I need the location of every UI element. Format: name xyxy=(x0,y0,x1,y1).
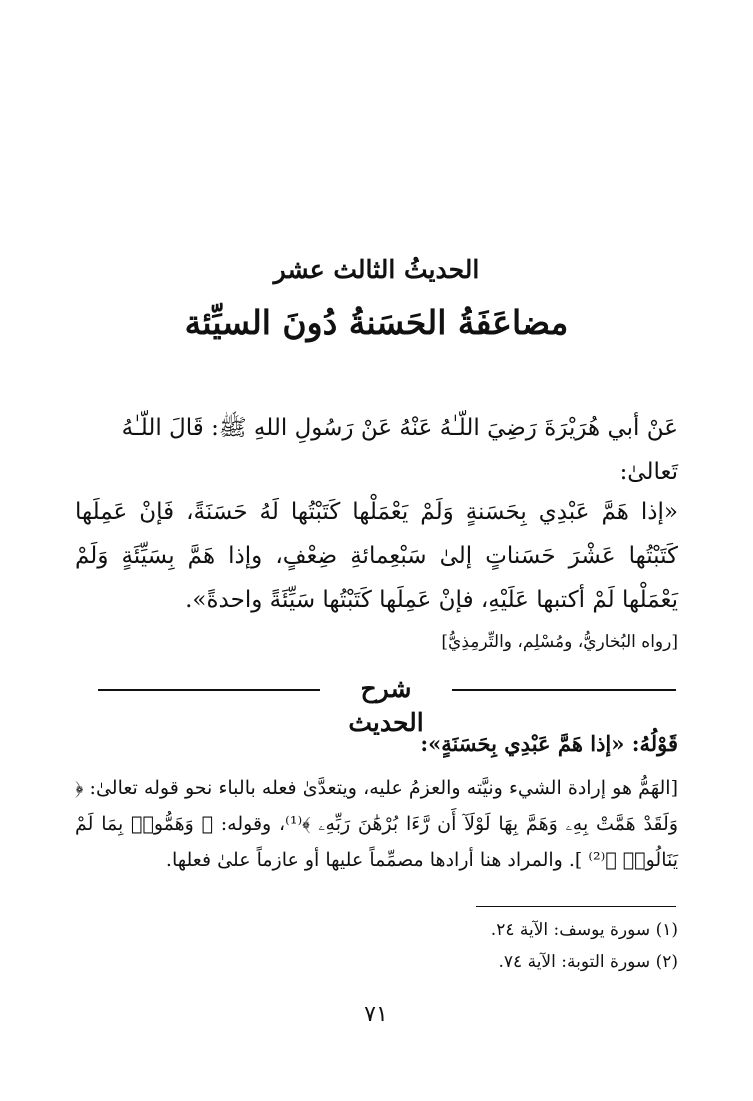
section-divider-right xyxy=(452,689,676,691)
hadith-chain: عَنْ أبي هُرَيْرَةَ رَضِيَ اللّـٰهُ عَنْهُ عَنْ رَسُولِ اللهِ ﷺ: قَالَ اللّـٰهُ تَعالىٰ: xyxy=(121,415,678,485)
footnotes xyxy=(75,914,678,978)
commentary-heading: قَوْلُهُ: «إذا هَمَّ عَبْدِي بِحَسَنَةٍ»: xyxy=(420,731,678,756)
section-title: شرح الحديث xyxy=(348,674,424,737)
chapter-title: الحديثُ الثالث عشر xyxy=(273,255,480,284)
hadith-reference: [رواه البُخاريُّ، ومُسْلِم، والتِّرمِذِيُّ] xyxy=(441,632,678,652)
chapter-subtitle: مضاعَفَةُ الحَسَنةُ دُونَ السيِّئة xyxy=(184,303,569,342)
footnote-item: (١) سورة يوسف: الآية ٢٤. xyxy=(490,920,678,940)
hadith-text: «إذا هَمَّ عَبْدِي بِحَسَنةٍ وَلَمْ يَعْمَلْها كَتَبْتُها لَهُ حَسَنَةً، فَإنْ عَمِلَها كَتَبْتُها عَشْرَ حَسَناتٍ إلىٰ سَبْعِمائةِ ضِعْفٍ، وإذا هَمَّ بِسَيِّئَةٍ وَلَمْ يَعْمَلْها لَمْ أكتبها عَلَيْهِ، فإنْ عَمِلَها كَتَبْتُها سَيِّئَةً واحدةً». xyxy=(75,499,678,613)
section-divider-left xyxy=(98,689,320,691)
footnote-item: (٢) سورة التوبة: الآية ٧٤. xyxy=(498,952,678,972)
page-number: ٧١ xyxy=(364,1002,388,1027)
commentary-body: [الهَمُّ هو إرادة الشيء ونيَّته والعزمُ عليه، ويتعدَّىٰ فعله بالباء نحو قوله تعالىٰ: ﴿ وَلَقَدْ هَمَّتْ بِهِۦ وَهَمَّ بِهَا لَوْلَآ أَن رَّءَا بُرْهَٰنَ رَبِّهِۦ ﴾⁽¹⁾، وقوله: ﴿ وَهَمُّوا۟ بِمَا لَمْ يَنَالُوا۟ ﴾⁽²⁾ ]. والمراد هنا أرادها مصمِّماً عليها أو عازماً علىٰ فعلها. xyxy=(75,777,678,871)
footnote-divider xyxy=(476,906,676,907)
